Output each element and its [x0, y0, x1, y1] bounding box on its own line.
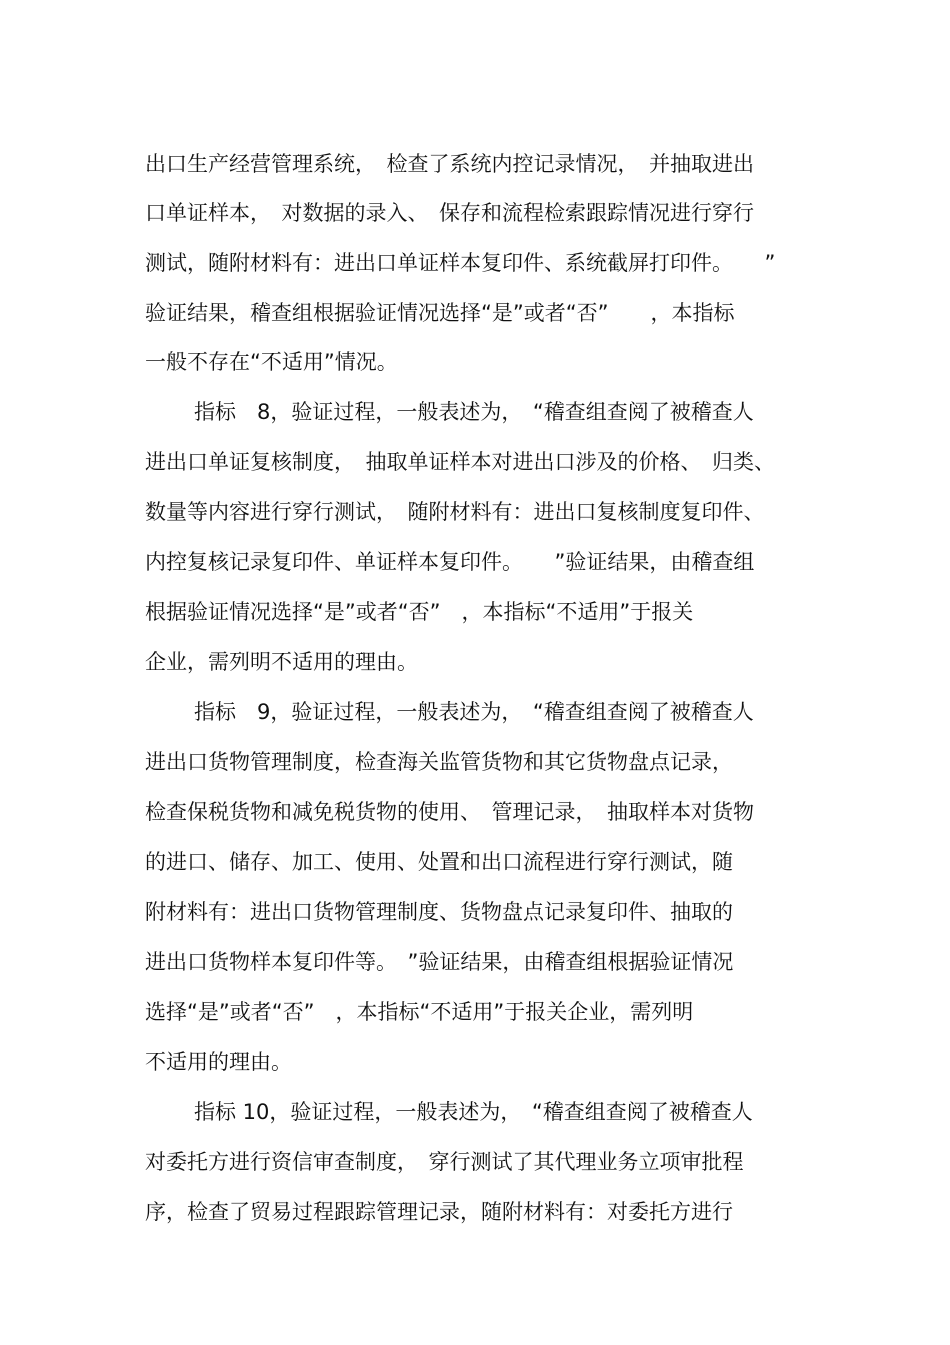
- paragraph-first-line: 指标 9，验证过程，一般表述为， “稽查组查阅了被稽查人: [194, 700, 754, 724]
- text-line: 进出口货物样本复印件等。 ”验证结果，由稽查组根据验证情况: [145, 950, 734, 974]
- text-line: 验证结果，稽查组根据验证情况选择“是”或者“否” ，本指标: [145, 301, 735, 325]
- text-line: 选择“是”或者“否” ，本指标“不适用”于报关企业，需列明: [145, 1000, 694, 1024]
- text-line: 根据验证情况选择“是”或者“否” ，本指标“不适用”于报关: [145, 600, 694, 624]
- text-line: 进出口单证复核制度， 抽取单证样本对进出口涉及的价格、 归类、: [145, 450, 775, 474]
- text-line: 不适用的理由。: [145, 1050, 292, 1074]
- text-line: 口单证样本， 对数据的录入、 保存和流程检索跟踪情况进行穿行: [145, 201, 754, 225]
- text-line: 对委托方进行资信审查制度， 穿行测试了其代理业务立项审批程: [145, 1150, 744, 1174]
- text-line: 的进口、储存、加工、使用、处置和出口流程进行穿行测试，随: [145, 850, 733, 874]
- text-line: 序，检查了贸易过程跟踪管理记录，随附材料有：对委托方进行: [145, 1200, 733, 1224]
- paragraph-first-line: 指标 10，验证过程，一般表述为， “稽查组查阅了被稽查人: [194, 1100, 753, 1124]
- text-line: 测试，随附材料有：进出口单证样本复印件、系统截屏打印件。 ”: [145, 251, 776, 275]
- paragraph-first-line: 指标 8，验证过程，一般表述为， “稽查组查阅了被稽查人: [194, 400, 754, 424]
- text-line: 数量等内容进行穿行测试， 随附材料有：进出口复核制度复印件、: [145, 500, 765, 524]
- text-line: 进出口货物管理制度，检查海关监管货物和其它货物盘点记录，: [145, 750, 733, 774]
- text-line: 检查保税货物和减免税货物的使用、 管理记录， 抽取样本对货物: [145, 800, 754, 824]
- text-line: 出口生产经营管理系统， 检查了系统内控记录情况， 并抽取进出: [145, 152, 754, 176]
- text-line: 企业，需列明不适用的理由。: [145, 650, 418, 674]
- text-line: 附材料有：进出口货物管理制度、货物盘点记录复印件、抽取的: [145, 900, 733, 924]
- text-line: 一般不存在“不适用”情况。: [145, 350, 398, 374]
- text-line: 内控复核记录复印件、单证样本复印件。 ”验证结果，由稽查组: [145, 550, 755, 574]
